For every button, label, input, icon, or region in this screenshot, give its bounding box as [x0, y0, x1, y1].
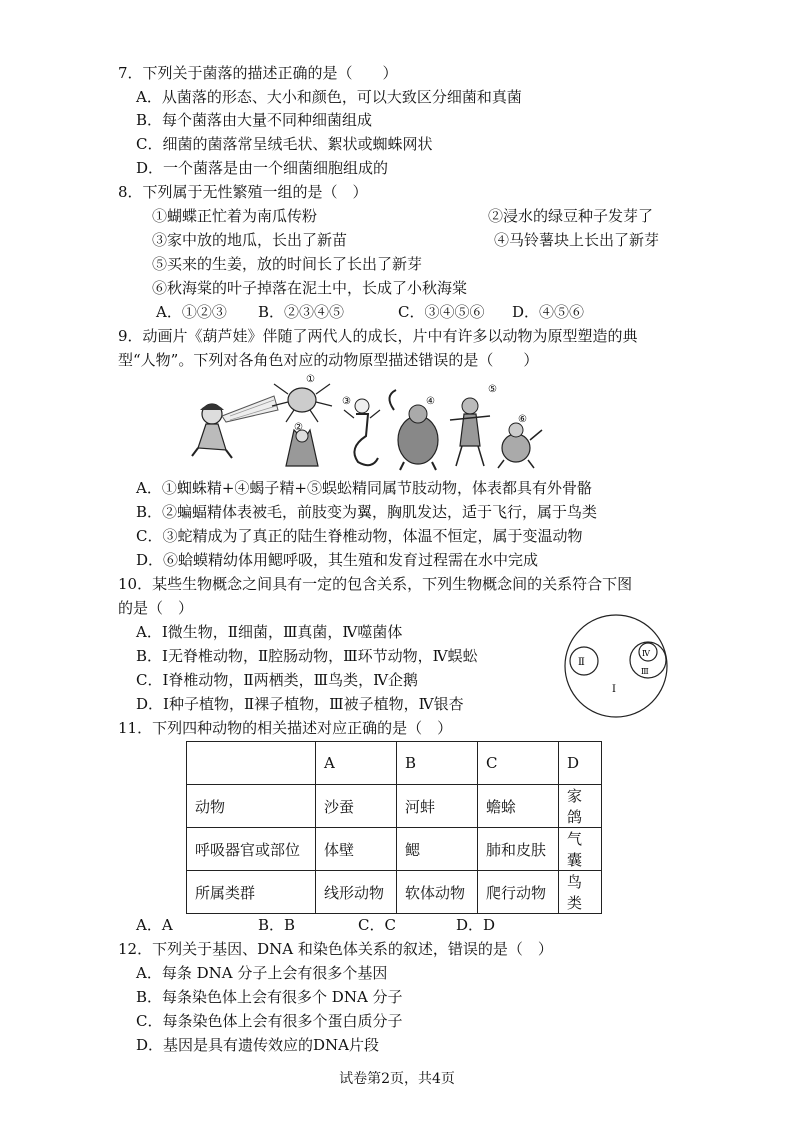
table-header-cell: D — [559, 742, 602, 785]
figure-label-4: ④ — [426, 396, 435, 407]
table-cell: 气囊 — [559, 828, 602, 871]
table-cell: 软体动物 — [397, 871, 478, 914]
table-cell: 蟾蜍 — [478, 785, 559, 828]
table-cell: 鳃 — [397, 828, 478, 871]
q11-stem: 11．下列四种动物的相关描述对应正确的是（ ） — [118, 719, 453, 737]
q8-item-3: ③家中放的地瓜，长出了新苗 — [152, 231, 348, 249]
q8-item-6: ⑥秋海棠的叶子掉落在泥土中，长成了小秋海棠 — [152, 279, 468, 297]
table-row — [187, 871, 602, 914]
q8-option-b: B．②③④⑤ — [258, 303, 345, 321]
table-cell: 肺和皮肤 — [478, 828, 559, 871]
page-footer: 试卷第2页，共4页 — [339, 1071, 455, 1087]
q7-option-d: D．一个菌落是由一个细菌细胞组成的 — [136, 159, 389, 177]
toad-spirit-figure — [498, 414, 542, 468]
q10-stem-line2: 的是（ ） — [118, 599, 194, 617]
table-cell: 动物 — [187, 785, 316, 828]
centipede-spirit-figure — [450, 384, 497, 466]
label-I: Ⅰ — [612, 684, 616, 695]
table-row — [187, 828, 602, 871]
q8-stem: 8．下列属于无性繁殖一组的是（ ） — [118, 183, 368, 201]
q11-option-b: B．B — [258, 916, 296, 934]
calabash-brothers-figure — [178, 370, 548, 476]
q8-item-5: ⑤买来的生姜，放的时间长了长出了新芽 — [152, 255, 423, 273]
q9-option-c: C．③蛇精成为了真正的陆生脊椎动物，体温不恒定，属于变温动物 — [136, 527, 583, 545]
table-cell: 体壁 — [316, 828, 397, 871]
q8-item-4: ④马铃薯块上长出了新芽 — [494, 231, 660, 249]
q10-option-a: A．Ⅰ微生物，Ⅱ细菌，Ⅲ真菌，Ⅳ噬菌体 — [136, 623, 403, 641]
table-header-row — [187, 742, 602, 785]
q7-stem: 7．下列关于菌落的描述正确的是（ ） — [118, 64, 398, 82]
table-cell: 线形动物 — [316, 871, 397, 914]
q9-stem-line2: 型“人物”。下列对各角色对应的动物原型描述错误的是（ ） — [118, 351, 539, 369]
q9-option-a: A．①蜘蛛精+④蝎子精+⑤蜈蚣精同属节肢动物，体表都具有外骨骼 — [136, 479, 592, 497]
q11-option-a: A．A — [136, 916, 173, 934]
bat-spirit-figure — [286, 422, 318, 466]
figure-label-1: ① — [306, 374, 315, 385]
calabash-boy-figure — [192, 396, 278, 458]
table-header-cell: B — [397, 742, 478, 785]
q12-option-c: C．每条染色体上会有很多个蛋白质分子 — [136, 1012, 403, 1030]
q7-option-c: C．细菌的菌落常呈绒毛状、絮状或蜘蛛网状 — [136, 135, 433, 153]
table-cell: 沙蚕 — [316, 785, 397, 828]
q7-option-a: A．从菌落的形态、大小和颜色，可以大致区分细菌和真菌 — [136, 88, 522, 106]
figure-label-5: ⑤ — [488, 384, 497, 395]
table-cell: 爬行动物 — [478, 871, 559, 914]
table-cell: 呼吸器官或部位 — [187, 828, 316, 871]
q8-option-c: C．③④⑤⑥ — [398, 303, 485, 321]
table-row — [187, 785, 602, 828]
table-header-cell: C — [478, 742, 559, 785]
q9-option-d: D．⑥蛤蟆精幼体用鳃呼吸，其生殖和发育过程需在水中完成 — [136, 551, 539, 569]
q8-option-a: A．①②③ — [156, 303, 227, 321]
q10-option-c: C．Ⅰ脊椎动物，Ⅱ两栖类，Ⅲ鸟类，Ⅳ企鹅 — [136, 671, 419, 689]
figure-label-2: ② — [294, 422, 303, 433]
label-IV: Ⅳ — [642, 649, 650, 658]
q8-item-1: ①蝴蝶正忙着为南瓜传粉 — [152, 207, 318, 225]
table-header-cell — [187, 742, 316, 785]
snake-spirit-figure — [342, 396, 380, 465]
q11-option-d: D．D — [456, 916, 496, 934]
q12-stem: 12．下列关于基因、DNA 和染色体关系的叙述，错误的是（ ） — [118, 940, 553, 958]
q9-stem-line1: 9．动画片《葫芦娃》伴随了两代人的成长，片中有许多以动物为原型塑造的典 — [118, 327, 638, 345]
label-III: Ⅲ — [641, 667, 649, 676]
table-cell: 所属类群 — [187, 871, 316, 914]
spider-spirit-figure — [272, 374, 332, 422]
q11-option-c: C．C — [358, 916, 396, 934]
concept-venn-diagram — [562, 612, 670, 720]
q10-stem-line1: 10．某些生物概念之间具有一定的包含关系，下列生物概念间的关系符合下图 — [118, 575, 633, 593]
q12-option-a: A．每条 DNA 分子上会有很多个基因 — [136, 964, 388, 982]
label-II: Ⅱ — [578, 657, 585, 668]
q12-option-b: B．每条染色体上会有很多个 DNA 分子 — [136, 988, 403, 1006]
q8-option-d: D．④⑤⑥ — [512, 303, 585, 321]
q11-table — [186, 741, 602, 914]
q10-option-b: B．Ⅰ无脊椎动物，Ⅱ腔肠动物，Ⅲ环节动物，Ⅳ蜈蚣 — [136, 647, 478, 665]
q7-option-b: B．每个菌落由大量不同种细菌组成 — [136, 111, 373, 129]
figure-label-3: ③ — [342, 396, 351, 407]
q10-option-d: D．Ⅰ种子植物，Ⅱ裸子植物，Ⅲ被子植物，Ⅳ银杏 — [136, 695, 464, 713]
q9-option-b: B．②蝙蝠精体表被毛，前肢变为翼，胸肌发达，适于飞行，属于鸟类 — [136, 503, 598, 521]
figure-label-6: ⑥ — [518, 414, 527, 425]
scorpion-spirit-figure — [389, 390, 438, 470]
table-cell: 鸟类 — [559, 871, 602, 914]
table-cell: 家鸽 — [559, 785, 602, 828]
q12-option-d: D．基因是具有遗传效应的DNA片段 — [136, 1036, 380, 1054]
table-cell: 河蚌 — [397, 785, 478, 828]
q8-item-2: ②浸水的绿豆种子发芽了 — [488, 207, 654, 225]
table-header-cell: A — [316, 742, 397, 785]
